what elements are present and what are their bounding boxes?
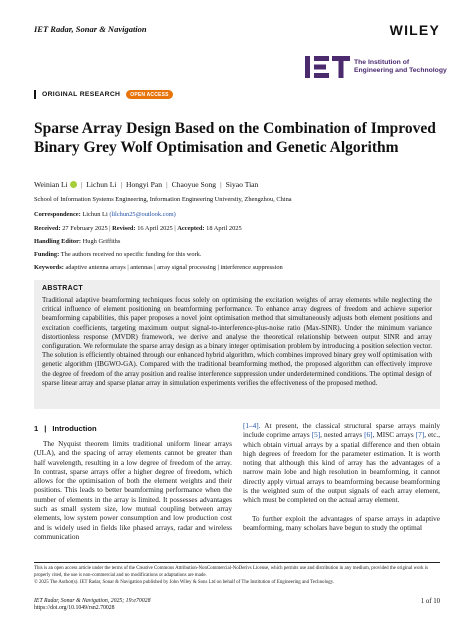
footer-doi[interactable]: https://doi.org/10.1049/rsn2.70028 <box>34 605 115 612</box>
keywords-label: Keywords: <box>34 264 64 271</box>
article-type-row <box>34 90 173 99</box>
author-separator: | <box>80 180 83 189</box>
citation-link[interactable]: [1–4]. <box>243 422 261 430</box>
author-name[interactable]: Hongyi Pan <box>125 180 163 189</box>
dates <box>34 225 242 232</box>
keywords <box>34 264 283 271</box>
footer-citation <box>34 598 150 613</box>
correspondence-email[interactable]: (lilchun25@outlook.com) <box>109 211 176 218</box>
author-name[interactable]: Lichun Li <box>86 180 117 189</box>
intro-paragraph: At present, the classical structural sparse arrays mainly include coprime arrays <box>243 422 440 440</box>
handling-editor <box>34 238 120 245</box>
author-name[interactable]: Weinian Li <box>34 180 68 189</box>
funding-label: Funding: <box>34 251 60 258</box>
author-separator: | <box>120 180 122 189</box>
abstract-box <box>34 280 440 409</box>
orcid-icon[interactable] <box>70 181 77 188</box>
correspondence <box>34 211 176 218</box>
left-column <box>34 424 232 551</box>
author-separator: | <box>220 180 222 189</box>
author-name[interactable]: Siyao Tian <box>225 180 259 189</box>
intro-right-text <box>243 422 440 533</box>
copyright-footnote: © 2025 The Author(s). IET Radar, Sonar & Navigation published by John Wiley & Sons Ltd on behalf of The Institution of Engineering and Technology. <box>34 580 335 585</box>
iet-logo[interactable] <box>305 54 351 80</box>
received-label: Received: <box>34 225 61 232</box>
section-bar: | <box>44 424 47 433</box>
page-number: 1 of 10 <box>420 598 440 605</box>
funding-text: The authors received no specific funding for this work. <box>60 251 202 258</box>
accepted-date: 18 April 2025 <box>206 225 242 232</box>
editor-label: Handling Editor: <box>34 238 82 245</box>
keywords-text: adaptive antenna arrays | antennas | array signal processing | interference suppression <box>65 264 283 271</box>
iet-name <box>354 59 447 75</box>
author-separator: | <box>166 180 168 189</box>
intro-paragraph: , MISC arrays <box>372 431 414 440</box>
affiliation: School of Information Systems Engineering, Information Engineering University, Zhengzhou, China <box>34 196 292 203</box>
open-access-badge[interactable]: OPEN ACCESS <box>126 90 172 99</box>
article-type: ORIGINAL RESEARCH <box>42 91 121 98</box>
received-date: 27 February 2025 <box>62 225 108 232</box>
citation-link[interactable]: [7] <box>415 431 425 440</box>
intro-paragraph: , nested arrays <box>320 431 363 440</box>
citation-link[interactable]: [6] <box>364 431 373 440</box>
right-column <box>243 422 440 542</box>
intro-paragraph: To further exploit the advantages of sparse arrays in adaptive beamforming, many scholars have begun to study the optimal <box>243 514 440 532</box>
citation-link[interactable]: [5] <box>311 431 321 440</box>
iet-name-line1: The Institution of <box>354 59 410 66</box>
section-number: 1 <box>34 424 39 433</box>
type-bar <box>34 90 36 99</box>
publisher-logo[interactable]: WILEY <box>389 22 440 38</box>
funding <box>34 251 201 258</box>
correspondence-label: Correspondence: <box>34 211 81 218</box>
date-separator: | <box>174 225 178 232</box>
editor-name: Hugh Griffiths <box>82 238 121 245</box>
journal-name: IET Radar, Sonar & Navigation <box>34 24 147 34</box>
section-title: Introduction <box>52 424 97 433</box>
revised-label: Revised: <box>112 225 136 232</box>
abstract-text: Traditional adaptive beamforming techniques focus solely on optimising the excitation weights of array elements while neglecting the critical influence of element positioning on beamforming performance. To enhance array degrees of freedom and achieve superior beamforming capabilities, this paper proposes a novel joint optimisation method that simultaneously adjusts both element positions and excitation coefficients, targeting maximum output signal-to-interference-plus-noise ratio (Max-SINR). Under the minimum variance distortionless response (MVDR) framework, we derive and analyse the theoretical relationship between output SINR and array configuration. We reformulate the sparse array design as a binary integer optimisation problem by introducing a position selection vector. The solution is efficiently obtained through our enhanced hybrid algorithm, which combines improved binary grey wolf optimisation with genetic algorithm (IBGWO-GA). Compared with the traditional beamforming method, the proposed algorithm can effectively improve the degree of freedom of the array position and realise interference suppression under underdetermined conditions. The optimal design of sparse linear array and sparse planar array in simulation experiments verifies the effectiveness of the proposed method. <box>42 296 432 387</box>
abstract-heading: ABSTRACT <box>42 285 83 292</box>
intro-left-text <box>34 440 232 542</box>
footer-journal-ref: IET Radar, Sonar & Navigation, 2025; 19:e70028 <box>34 598 151 604</box>
intro-paragraph: The Nyquist theorem limits traditional uniform linear arrays (ULA), and the spacing of array elements cannot be greater than half wavelength, resulting in a low degree of freedom of the array. In contrast, sparse arrays offer a higher degree of freedom, which allows for the optimisation of both the element weights and their positions. This leads to better beamforming performance when the number of elements in the array is limited. It possesses advantages such as small system size, low mutual coupling between array elements, low system power consumption and low production cost and is widely used in fields like phased arrays, radar and wireless communication <box>34 440 232 541</box>
date-separator: | <box>109 225 113 232</box>
footnote-rule <box>34 562 440 563</box>
paper-title: Sparse Array Design Based on the Combination of Improved Binary Grey Wolf Optimisation and Genetic Algorithm <box>34 120 436 156</box>
section-heading <box>34 424 232 433</box>
license-footnote: This is an open access article under the terms of the Creative Commons Attribution-NonCommercial-NoDerivs License, which permits use and distribution in any medium, provided the original work is properly cited, the use is non-commercial and no modifications or adaptations are made. <box>34 566 429 578</box>
accepted-label: Accepted: <box>177 225 205 232</box>
author-list <box>34 180 258 189</box>
intro-paragraph: , etc., which obtain virtual arrays by a spatial difference and then obtain high degrees of freedom for the parameter estimation. It is worth noting that although this kind of array has the advantages of a narrow main lobe and high resolution in beamforming, it cannot directly apply virtual arrays to beamforming because beamforming is the weighted sum of the output signals of each array element, which must be completed on the actual array element. <box>243 431 441 505</box>
correspondence-name: Lichun Li <box>82 211 108 218</box>
iet-name-line2: Engineering and Technology <box>354 67 447 75</box>
author-name[interactable]: Chaoyue Song <box>171 180 217 189</box>
revised-date: 16 April 2025 <box>137 225 173 232</box>
